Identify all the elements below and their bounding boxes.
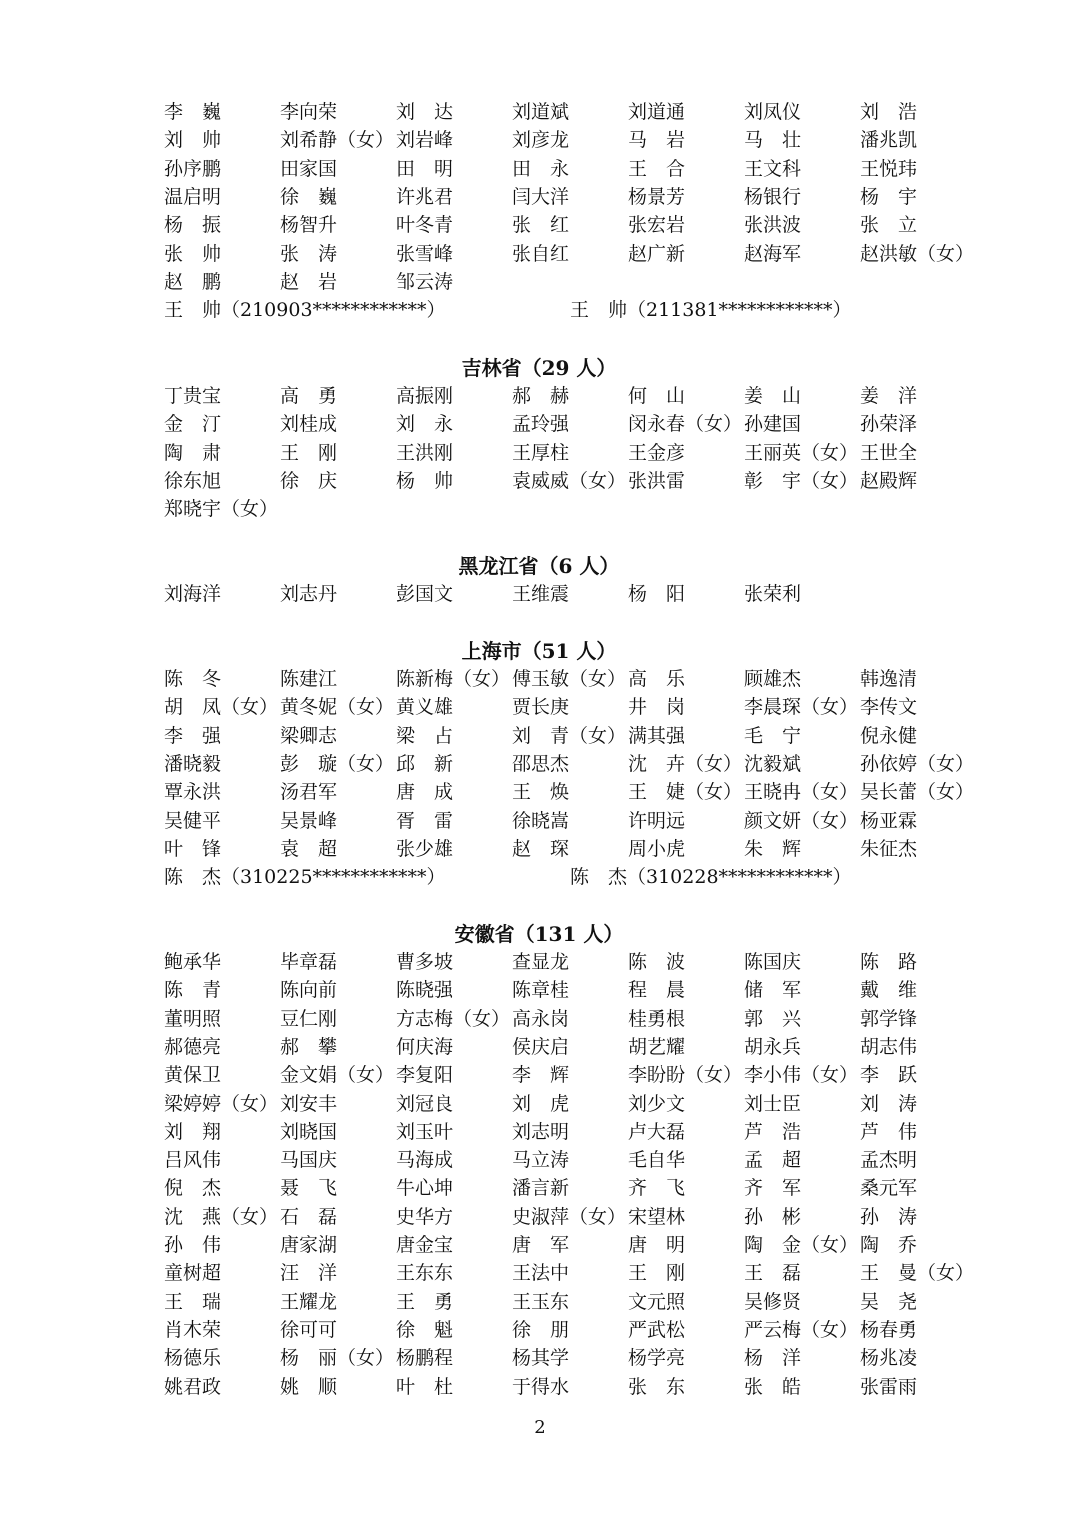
person-name: 肖木荣 bbox=[164, 1318, 222, 1341]
name-row bbox=[164, 1288, 974, 1316]
person-name: 叶 杜 bbox=[396, 1375, 454, 1398]
section-heading: 黑龙江省（6 人） bbox=[458, 554, 620, 578]
person-name: 方志梅（女） bbox=[396, 1007, 511, 1030]
person-name: 高 勇 bbox=[280, 385, 338, 407]
person-name: 杨德乐 bbox=[164, 1347, 222, 1370]
name-row bbox=[164, 1259, 974, 1287]
person-name: 李 跃 bbox=[860, 1064, 918, 1087]
person-name: 孟玲强 bbox=[512, 413, 570, 436]
person-name: 马立涛 bbox=[512, 1149, 570, 1172]
name-row bbox=[164, 835, 974, 863]
person-name: 张雷雨 bbox=[860, 1375, 918, 1398]
name-row bbox=[164, 1033, 974, 1061]
person-name: 孙依婷（女） bbox=[860, 752, 975, 775]
person-name: 朱 辉 bbox=[744, 837, 802, 860]
name-row bbox=[164, 1373, 974, 1401]
person-name: 徐 庆 bbox=[280, 469, 338, 492]
person-name: 张洪波 bbox=[744, 214, 802, 237]
name-row bbox=[164, 722, 974, 750]
name-row bbox=[164, 1344, 974, 1372]
person-name: 彰 宇（女） bbox=[744, 469, 859, 492]
person-name: 杨兆凌 bbox=[860, 1347, 918, 1370]
person-name: 闫大洋 bbox=[512, 185, 570, 208]
person-name: 许兆君 bbox=[396, 185, 454, 208]
person-name: 徐 朋 bbox=[512, 1318, 570, 1341]
person-name: 桑元军 bbox=[860, 1177, 918, 1200]
person-name: 鲍承华 bbox=[164, 951, 222, 973]
person-name: 唐 成 bbox=[396, 781, 454, 804]
person-name: 杨 宇 bbox=[860, 185, 918, 208]
person-name: 李复阳 bbox=[396, 1064, 454, 1087]
person-name: 王世全 bbox=[860, 441, 918, 464]
person-name: 高 乐 bbox=[628, 668, 686, 690]
person-name: 芦 伟 bbox=[860, 1120, 918, 1143]
person-name: 郝德亮 bbox=[164, 1035, 222, 1058]
person-name-with-id: 陈 杰（310228************） bbox=[570, 866, 852, 889]
person-name: 郑晓宇（女） bbox=[164, 498, 279, 521]
person-name: 宋望林 bbox=[628, 1205, 686, 1228]
person-name: 陶 肃 bbox=[164, 441, 222, 464]
person-name: 郭 兴 bbox=[744, 1007, 802, 1030]
section-heading: 安徽省（131 人） bbox=[454, 922, 624, 946]
person-name: 王悦玮 bbox=[860, 157, 918, 180]
person-name: 胥 雷 bbox=[396, 809, 454, 832]
person-name: 赵 琛 bbox=[512, 837, 570, 860]
person-name: 卢大磊 bbox=[628, 1120, 686, 1143]
name-row bbox=[164, 693, 974, 721]
person-name: 潘晓毅 bbox=[164, 752, 222, 775]
name-row bbox=[164, 240, 974, 268]
person-name: 田 明 bbox=[396, 157, 454, 180]
person-name: 王厚柱 bbox=[512, 441, 570, 464]
person-name: 李 辉 bbox=[512, 1064, 570, 1087]
person-name: 刘凤仪 bbox=[744, 101, 802, 123]
person-name: 严武松 bbox=[628, 1318, 686, 1341]
person-name: 唐 军 bbox=[512, 1234, 570, 1256]
person-name-with-id: 王 帅（211381************） bbox=[570, 299, 852, 322]
person-name: 严云梅（女） bbox=[744, 1318, 859, 1341]
person-name: 徐 巍 bbox=[280, 185, 338, 208]
person-name: 黄冬妮（女） bbox=[280, 696, 395, 719]
person-name: 童树超 bbox=[164, 1262, 222, 1285]
person-name: 胡永兵 bbox=[744, 1035, 802, 1058]
person-name: 徐晓嵩 bbox=[512, 809, 570, 832]
name-row bbox=[164, 1090, 974, 1118]
person-name: 刘志丹 bbox=[280, 583, 338, 605]
person-name: 陈 青 bbox=[164, 979, 222, 1002]
person-name: 邱 新 bbox=[396, 752, 454, 775]
person-name: 陈章桂 bbox=[512, 979, 570, 1002]
person-name: 傅玉敏（女） bbox=[512, 668, 627, 690]
person-name: 程 晨 bbox=[628, 979, 686, 1002]
person-name: 陈 冬 bbox=[164, 668, 222, 690]
person-name: 杨亚霖 bbox=[860, 809, 918, 832]
person-name: 马 岩 bbox=[628, 129, 686, 152]
section-heading: 吉林省（29 人） bbox=[461, 356, 617, 380]
person-name: 芦 浩 bbox=[744, 1120, 802, 1143]
person-name: 侯庆启 bbox=[512, 1035, 570, 1058]
person-name: 王金彦 bbox=[628, 441, 686, 464]
person-name: 杨其学 bbox=[512, 1347, 570, 1370]
person-name: 陶 乔 bbox=[860, 1234, 918, 1256]
person-name: 沈 卉（女） bbox=[628, 752, 743, 775]
person-name: 袁威威（女） bbox=[512, 469, 627, 492]
person-name: 王丽英（女） bbox=[744, 441, 859, 464]
person-name: 胡志伟 bbox=[860, 1035, 918, 1058]
person-name: 张宏岩 bbox=[628, 214, 686, 237]
person-name: 姜 洋 bbox=[860, 385, 918, 407]
person-name: 陈新梅（女） bbox=[396, 668, 511, 690]
name-row bbox=[164, 807, 974, 835]
person-name: 王 合 bbox=[628, 157, 686, 180]
page-number: 2 bbox=[534, 1417, 546, 1438]
person-name: 刘 青（女） bbox=[512, 724, 627, 747]
person-name: 张 皓 bbox=[744, 1375, 802, 1398]
person-name: 韩逸清 bbox=[860, 668, 918, 690]
person-name: 戴 维 bbox=[860, 979, 918, 1002]
person-name: 刘晓国 bbox=[280, 1120, 338, 1143]
person-name: 吴健平 bbox=[164, 809, 222, 832]
person-name: 刘道斌 bbox=[512, 101, 570, 123]
person-name: 张 红 bbox=[512, 214, 570, 237]
name-row bbox=[164, 580, 974, 608]
person-name: 刘道通 bbox=[628, 101, 686, 123]
person-name: 郭学锋 bbox=[860, 1007, 918, 1030]
person-name: 黄义雄 bbox=[396, 696, 454, 719]
person-name: 陈向前 bbox=[280, 979, 338, 1002]
person-name: 刘冠良 bbox=[396, 1092, 454, 1115]
person-name: 田家国 bbox=[280, 157, 338, 180]
person-name: 王 勇 bbox=[396, 1290, 454, 1313]
duplicate-name-row bbox=[164, 296, 974, 324]
person-name: 潘言新 bbox=[512, 1177, 570, 1200]
person-name: 何 山 bbox=[628, 385, 686, 407]
name-row bbox=[164, 98, 974, 126]
person-name: 唐金宝 bbox=[396, 1234, 454, 1256]
person-name: 刘少文 bbox=[628, 1092, 686, 1115]
person-name: 陈国庆 bbox=[744, 951, 802, 973]
name-row bbox=[164, 155, 974, 183]
person-name: 杨银行 bbox=[744, 185, 802, 208]
person-name: 吕风伟 bbox=[164, 1149, 222, 1172]
person-name: 赵海军 bbox=[744, 242, 802, 265]
name-row bbox=[164, 410, 974, 438]
person-name: 刘 虎 bbox=[512, 1092, 570, 1115]
person-name: 王 刚 bbox=[280, 441, 338, 464]
person-name: 董明照 bbox=[164, 1007, 222, 1030]
person-name: 刘士臣 bbox=[744, 1092, 802, 1115]
name-row bbox=[164, 778, 974, 806]
person-name: 彭 璇（女） bbox=[280, 752, 395, 775]
person-name: 刘桂成 bbox=[280, 413, 338, 436]
person-name: 孙 彬 bbox=[744, 1205, 802, 1228]
person-name: 孙建国 bbox=[744, 413, 802, 436]
person-name: 贾长庚 bbox=[512, 696, 570, 719]
person-name: 沈毅斌 bbox=[744, 752, 802, 775]
person-name: 梁卿志 bbox=[280, 724, 338, 747]
person-name-with-id: 陈 杰（310225************） bbox=[164, 866, 446, 889]
person-name: 马国庆 bbox=[280, 1149, 338, 1172]
person-name: 颜文妍（女） bbox=[744, 809, 859, 832]
person-name: 曹多坡 bbox=[396, 951, 454, 973]
person-name: 石 磊 bbox=[280, 1205, 338, 1228]
person-name: 陈 波 bbox=[628, 951, 686, 973]
person-name: 刘海洋 bbox=[164, 583, 222, 605]
person-name: 桂勇根 bbox=[628, 1007, 686, 1030]
person-name: 井 岗 bbox=[628, 696, 686, 719]
name-row bbox=[164, 750, 974, 778]
person-name: 毛 宁 bbox=[744, 724, 802, 747]
person-name: 李晨琛（女） bbox=[744, 696, 859, 719]
person-name: 刘彦龙 bbox=[512, 129, 570, 152]
person-name: 赵洪敏（女） bbox=[860, 242, 975, 265]
person-name: 刘岩峰 bbox=[396, 129, 454, 152]
person-name: 杨春勇 bbox=[860, 1318, 918, 1341]
person-name: 李小伟（女） bbox=[744, 1064, 859, 1087]
person-name: 齐 军 bbox=[744, 1177, 802, 1200]
person-name: 金文娟（女） bbox=[280, 1064, 395, 1087]
person-name: 张自红 bbox=[512, 242, 570, 265]
person-name: 李向荣 bbox=[280, 101, 338, 123]
person-name: 孙荣泽 bbox=[860, 413, 918, 436]
person-name: 梁 占 bbox=[396, 724, 454, 747]
person-name: 王 曼（女） bbox=[860, 1262, 975, 1285]
person-name: 刘 帅 bbox=[164, 129, 222, 152]
name-row bbox=[164, 948, 974, 976]
person-name: 王耀龙 bbox=[280, 1290, 338, 1313]
person-name: 王文科 bbox=[744, 157, 802, 180]
person-name: 张雪峰 bbox=[396, 242, 454, 265]
person-name: 杨 帅 bbox=[396, 469, 454, 492]
name-row bbox=[164, 1316, 974, 1344]
person-name: 赵殿辉 bbox=[860, 469, 918, 492]
person-name: 毕章磊 bbox=[280, 951, 338, 973]
person-name: 孙 涛 bbox=[860, 1205, 918, 1228]
person-name: 李盼盼（女） bbox=[628, 1064, 743, 1087]
person-name: 豆仁刚 bbox=[280, 1007, 338, 1030]
name-row bbox=[164, 976, 974, 1004]
person-name: 姚 顺 bbox=[280, 1375, 338, 1398]
person-name: 覃永洪 bbox=[164, 781, 222, 804]
person-name: 郝 赫 bbox=[512, 385, 570, 407]
person-name: 聂 飞 bbox=[280, 1177, 338, 1200]
person-name: 储 军 bbox=[744, 979, 802, 1002]
person-name: 胡 凤（女） bbox=[164, 696, 279, 719]
person-name: 郝 攀 bbox=[280, 1035, 338, 1058]
person-name: 毛自华 bbox=[628, 1149, 686, 1172]
person-name: 孟 超 bbox=[744, 1149, 802, 1172]
person-name: 徐可可 bbox=[280, 1318, 338, 1341]
person-name: 邹云涛 bbox=[396, 270, 454, 293]
person-name: 唐家湖 bbox=[280, 1234, 338, 1256]
person-name: 黄保卫 bbox=[164, 1064, 222, 1087]
name-row bbox=[164, 1203, 974, 1231]
person-name: 许明远 bbox=[628, 809, 686, 832]
name-row bbox=[164, 1146, 974, 1174]
person-name: 杨 丽（女） bbox=[280, 1347, 395, 1370]
person-name: 顾雄杰 bbox=[744, 668, 802, 690]
person-name: 高振刚 bbox=[396, 385, 454, 407]
person-name: 温启明 bbox=[164, 185, 222, 208]
person-name: 史淑萍（女） bbox=[512, 1205, 627, 1228]
person-name: 杨智升 bbox=[280, 214, 338, 237]
person-name: 吴长蕾（女） bbox=[860, 781, 975, 804]
person-name: 汪 洋 bbox=[280, 1262, 338, 1285]
person-name: 唐 明 bbox=[628, 1234, 686, 1256]
person-name: 李 强 bbox=[164, 724, 222, 747]
person-name: 赵 鹏 bbox=[164, 270, 222, 293]
name-row bbox=[164, 1174, 974, 1202]
person-name: 王 刚 bbox=[628, 1262, 686, 1285]
person-name: 孟杰明 bbox=[860, 1149, 918, 1172]
person-name: 梁婷婷（女） bbox=[164, 1092, 279, 1115]
person-name: 陈 路 bbox=[860, 951, 918, 973]
person-name: 张 立 bbox=[860, 214, 918, 237]
person-name: 查显龙 bbox=[512, 951, 570, 973]
person-name: 徐东旭 bbox=[164, 469, 222, 492]
person-name: 刘玉叶 bbox=[396, 1120, 454, 1143]
name-row bbox=[164, 382, 974, 410]
person-name: 邵思杰 bbox=[512, 752, 570, 775]
person-name: 李传文 bbox=[860, 696, 918, 719]
person-name: 张少雄 bbox=[396, 837, 454, 860]
person-name: 王 磊 bbox=[744, 1262, 802, 1285]
person-name: 满其强 bbox=[628, 724, 686, 747]
person-name: 徐 魁 bbox=[396, 1318, 454, 1341]
person-name: 刘希静（女） bbox=[280, 129, 395, 152]
person-name: 张 东 bbox=[628, 1375, 686, 1398]
person-name: 刘 浩 bbox=[860, 101, 918, 123]
person-name: 杨鹏程 bbox=[396, 1347, 454, 1370]
person-name: 吴修贤 bbox=[744, 1290, 802, 1313]
person-name: 汤君军 bbox=[280, 781, 338, 804]
name-row bbox=[164, 1231, 974, 1259]
name-row bbox=[164, 183, 974, 211]
person-name: 于得水 bbox=[512, 1375, 570, 1398]
name-row bbox=[164, 1005, 974, 1033]
person-name: 何庆海 bbox=[396, 1035, 454, 1058]
person-name: 叶冬青 bbox=[396, 214, 454, 237]
person-name: 王 婕（女） bbox=[628, 781, 743, 804]
person-name: 王东东 bbox=[396, 1262, 454, 1285]
person-name: 马 壮 bbox=[744, 129, 802, 152]
person-name: 姜 山 bbox=[744, 385, 802, 407]
person-name: 刘安丰 bbox=[280, 1092, 338, 1115]
person-name: 马海成 bbox=[396, 1149, 454, 1172]
person-name: 刘 翔 bbox=[164, 1120, 222, 1143]
person-name: 闵永春（女） bbox=[628, 413, 743, 436]
person-name-with-id: 王 帅（210903************） bbox=[164, 299, 446, 322]
person-name: 叶 锋 bbox=[164, 837, 222, 860]
person-name: 王玉东 bbox=[512, 1290, 570, 1313]
person-name: 陈建江 bbox=[280, 668, 338, 690]
person-name: 孙 伟 bbox=[164, 1234, 222, 1256]
person-name: 杨景芳 bbox=[628, 185, 686, 208]
person-name: 沈 燕（女） bbox=[164, 1205, 279, 1228]
name-row bbox=[164, 1118, 974, 1146]
duplicate-name-row bbox=[164, 863, 974, 891]
person-name: 张荣利 bbox=[744, 583, 802, 605]
name-row bbox=[164, 665, 974, 693]
person-name: 张 涛 bbox=[280, 242, 338, 265]
name-row bbox=[164, 439, 974, 467]
person-name: 袁 超 bbox=[280, 837, 338, 860]
person-name: 张 帅 bbox=[164, 242, 222, 265]
person-name: 杨 洋 bbox=[744, 1347, 802, 1370]
person-name: 牛心坤 bbox=[396, 1177, 454, 1200]
person-name: 杨 阳 bbox=[628, 583, 686, 605]
person-name: 胡艺耀 bbox=[628, 1035, 686, 1058]
person-name: 吴 尧 bbox=[860, 1290, 918, 1313]
person-name: 朱征杰 bbox=[860, 837, 918, 860]
name-row bbox=[164, 126, 974, 154]
person-name: 倪 杰 bbox=[164, 1177, 222, 1200]
person-name: 杨学亮 bbox=[628, 1347, 686, 1370]
person-name: 王 瑞 bbox=[164, 1290, 222, 1313]
person-name: 王 焕 bbox=[512, 781, 570, 804]
person-name: 孙序鹏 bbox=[164, 157, 222, 180]
person-name: 金 汀 bbox=[164, 413, 222, 436]
person-name: 史华方 bbox=[396, 1205, 454, 1228]
person-name: 赵 岩 bbox=[280, 270, 338, 293]
person-name: 丁贵宝 bbox=[164, 385, 222, 407]
person-name: 刘 涛 bbox=[860, 1092, 918, 1115]
person-name: 姚君政 bbox=[164, 1375, 222, 1398]
person-name: 王法中 bbox=[512, 1262, 570, 1285]
name-row bbox=[164, 495, 974, 523]
person-name: 刘 永 bbox=[396, 413, 454, 436]
person-name: 王洪刚 bbox=[396, 441, 454, 464]
name-row bbox=[164, 467, 974, 495]
person-name: 潘兆凯 bbox=[860, 129, 918, 152]
person-name: 王维震 bbox=[512, 583, 570, 605]
person-name: 齐 飞 bbox=[628, 1177, 686, 1200]
person-name: 高永岗 bbox=[512, 1007, 570, 1030]
name-row bbox=[164, 211, 974, 239]
person-name: 倪永健 bbox=[860, 724, 918, 747]
person-name: 文元照 bbox=[628, 1290, 686, 1313]
person-name: 陈晓强 bbox=[396, 979, 454, 1002]
person-name: 张洪雷 bbox=[628, 469, 686, 492]
person-name: 陶 金（女） bbox=[744, 1234, 859, 1256]
person-name: 周小虎 bbox=[628, 837, 686, 860]
person-name: 吴景峰 bbox=[280, 809, 338, 832]
name-row bbox=[164, 1061, 974, 1089]
person-name: 刘 达 bbox=[396, 101, 454, 123]
person-name: 杨 振 bbox=[164, 214, 222, 237]
person-name: 李 巍 bbox=[164, 101, 222, 123]
person-name: 王晓冉（女） bbox=[744, 781, 859, 804]
person-name: 刘志明 bbox=[512, 1120, 570, 1143]
section-heading: 上海市（51 人） bbox=[461, 639, 617, 663]
name-row bbox=[164, 268, 974, 296]
person-name: 彭国文 bbox=[396, 583, 454, 605]
person-name: 田 永 bbox=[512, 157, 570, 180]
person-name: 赵广新 bbox=[628, 242, 686, 265]
